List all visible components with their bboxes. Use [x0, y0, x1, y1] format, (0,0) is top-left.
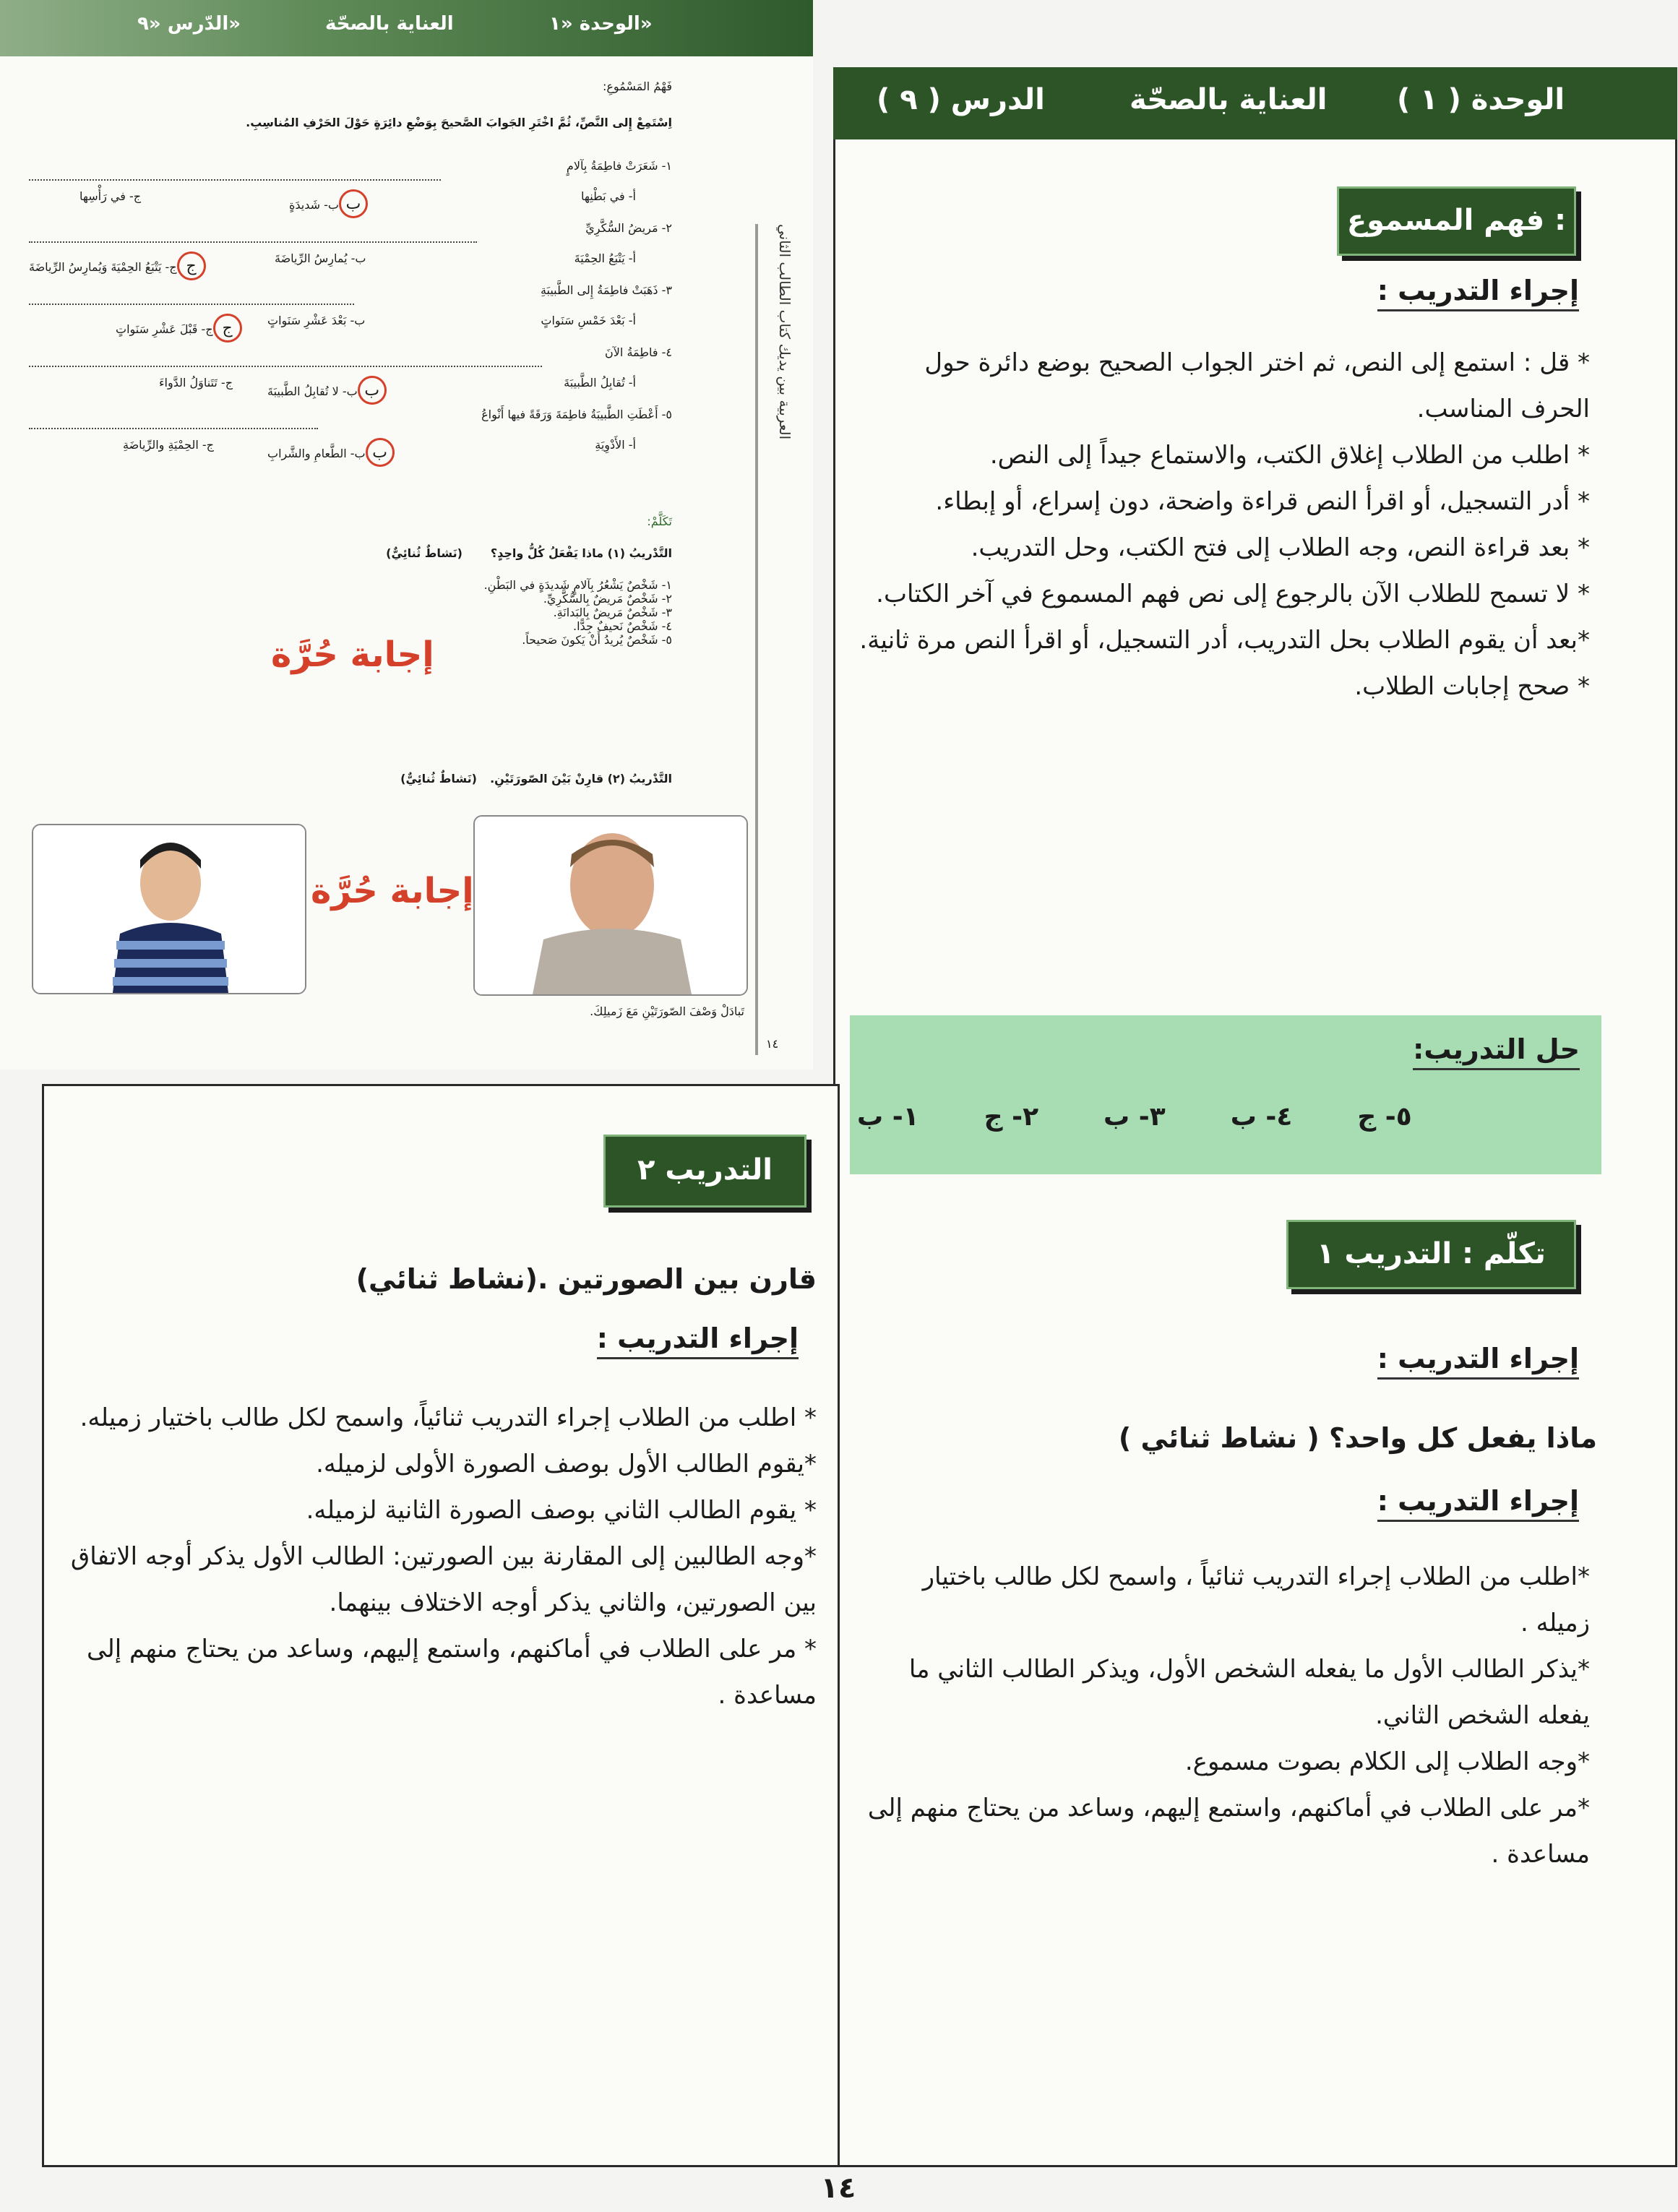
guide-header-unit: الوحدة ( ١ ) — [1397, 83, 1565, 116]
speak-procedure-heading-2: إجراء التدريب : — [1377, 1485, 1579, 1522]
solution-heading: حل التدريب: — [1413, 1033, 1580, 1070]
question-text: ١- شَعَرَتْ فاطِمَةُ بِآلامٍ — [566, 159, 672, 173]
list-item: ٣- شَخْصٌ مَريضٌ بِالبَدانَةِ. — [553, 606, 672, 619]
student-ex2-title: التَّدْريبُ (٢) قارِنْ بَيْنَ الصّورَتَيْنِ. — [490, 772, 672, 786]
list-item: *يقوم الطالب الأول بوصف الصورة الأولى لزميله. — [316, 1450, 817, 1479]
list-item: * صحح إجابات الطلاب. — [1354, 672, 1590, 701]
student-questions — [29, 159, 672, 470]
student-listening-title: فَهْمُ المَسْمُوعِ: — [602, 79, 672, 93]
student-ex1-pair: (نَشاطٌ ثُنائِيٌّ) — [386, 546, 462, 560]
student-book-spine-text: العربية بين يديك كتاب الطالب الثاني — [776, 224, 793, 440]
option-b-selected[interactable]: بب- لا تُقابِلُ الطَّبيبَةَ — [267, 376, 387, 405]
list-item: * بعد قراءة النص، وجه الطلاب إلى فتح الكتب، وحل التدريب. — [971, 533, 1590, 562]
left-procedure-heading-wrap — [564, 1322, 799, 1359]
listening-steps — [853, 340, 1590, 710]
option-c[interactable]: ج- في رَأْسِها — [79, 189, 142, 203]
student-listening-instruction: اِسْتَمِعْ إِلى النَّصِّ، ثُمَّ اخْتَرِ الجَوابَ الصَّحيحَ بِوَضْعِ دائِرَةٍ حَوْلَ الحَرْفِ المُناسِبِ. — [246, 116, 672, 129]
question-text: ٤- فاطِمَةُ الآنَ — [605, 345, 672, 359]
guide-header-lesson: الدرس ( ٩ ) — [877, 83, 1045, 116]
list-item: *وجه الطالبين إلى المقارنة بين الصورتين: الطالب الأول يذكر أوجه الاتفاق بين الصورتين، والثاني يذكر أوجه الاختلاف بينهما. — [70, 1542, 817, 1617]
list-item: *وجه الطلاب إلى الكلام بصوت مسموع. — [1184, 1747, 1590, 1776]
student-header-topic: العناية بالصحّة — [325, 13, 454, 35]
answer-item: ١- ب — [857, 1102, 919, 1132]
student-page-header — [0, 0, 813, 56]
list-item: ١- شَخْصٌ يَشْعُرُ بِآلامٍ شَديدَةٍ في البَطْنِ. — [483, 578, 672, 592]
speak-label-box: تكلّم : التدريب ١ — [1286, 1220, 1576, 1289]
option-a[interactable]: أ- تُقابِلُ الطَّبيبَةَ — [564, 376, 636, 390]
student-caption: تَبادَلْ وَصْفَ الصّورَتَيْنِ مَعَ زَميلِكَ. — [590, 1004, 744, 1018]
option-c-selected[interactable]: جج- قَبْلَ عَشْرِ سَنَواتٍ — [116, 314, 242, 343]
speak-procedure-heading-wrap — [1344, 1343, 1579, 1380]
option-b-selected[interactable]: بب- شَديدَةٍ — [289, 189, 368, 218]
option-a[interactable]: أ- بَعْدَ خَمْسِ سَنَواتٍ — [541, 314, 636, 327]
question-text: ٣- ذَهَبَتْ فاطِمَةُ إِلى الطَّبيبَةِ — [540, 283, 672, 297]
option-a[interactable]: أ- في بَطْنِها — [580, 189, 636, 203]
guide-header — [833, 67, 1677, 139]
list-item: * اطلب من الطلاب إجراء التدريب ثنائياً، واسمح لكل طالب باختيار زميله. — [79, 1403, 817, 1432]
page-number: ١٤ — [820, 2172, 856, 2205]
student-header-lesson: الدّرس «٩» — [137, 13, 241, 35]
vertical-divider — [755, 224, 758, 1055]
free-answer-label: إجابة حُرَّة — [271, 634, 434, 675]
question-title: ماذا يفعل كل واحد؟ — [1328, 1422, 1597, 1454]
photo-boy — [32, 824, 306, 994]
guide-header-topic: العناية بالصحّة — [1130, 83, 1328, 116]
option-c[interactable]: ج- الحِمْيَةِ والرِّياضَةِ — [123, 438, 214, 452]
student-speak-title: تَكَلَّمْ: — [647, 515, 672, 528]
option-b[interactable]: ب- بَعْدَ عَشْرِ سَنَواتٍ — [267, 314, 366, 327]
free-answer-label: إجابة حُرَّة — [311, 871, 474, 911]
answer-circle-icon: ب — [366, 438, 395, 467]
student-ex1-title: التَّدْريبُ (١) ماذا يَفْعَلُ كُلُّ واحِدٍ؟ — [490, 546, 672, 560]
photo-man — [473, 815, 748, 996]
list-item: * يقوم الطالب الثاني بوصف الصورة الثانية لزميله. — [306, 1496, 817, 1525]
exercise2-title: قارن بين الصورتين .(نشاط ثنائي) — [356, 1263, 817, 1295]
question-text: ٢- مَريضُ السُّكَّرِيِّ — [585, 221, 672, 235]
question-options — [29, 434, 672, 470]
exercise2-label-box: التدريب ٢ — [603, 1135, 806, 1208]
question-options — [29, 185, 672, 221]
speak-procedure-heading-wrap-2 — [1344, 1485, 1579, 1522]
list-item: * لا تسمح للطلاب الآن بالرجوع إلى نص فهم المسموع في آخر الكتاب. — [876, 580, 1590, 608]
answer-item: ٣- ب — [1103, 1102, 1166, 1132]
solution-box — [850, 1015, 1601, 1174]
list-item: *اطلب من الطلاب إجراء التدريب ثنائياً ، واسمح لكل طالب باختيار زميله . — [922, 1562, 1590, 1638]
list-item: *يذكر الطالب الأول ما يفعله الشخص الأول، ويذكر الطالب الثاني ما يفعله الشخص الثاني. — [908, 1655, 1590, 1730]
option-b[interactable]: ب- يُمارِسُ الرِّياضَةَ — [275, 251, 366, 265]
option-b-selected[interactable]: بب- الطَّعامِ والشَّرابِ — [267, 438, 395, 467]
pair-activity: ( نشاط ثنائي ) — [1118, 1422, 1320, 1454]
question-options — [29, 309, 672, 345]
solution-answers — [857, 1102, 1580, 1132]
answer-item: ٢- ج — [984, 1102, 1039, 1132]
list-item: ٤- شَخْصٌ نَحيفٌ جِدًّا. — [573, 619, 672, 633]
list-item: * مر على الطلاب في أماكنهم، واستمع إليهم، وساعد من يحتاج منهم إلى مساعدة . — [87, 1635, 817, 1710]
answer-circle-icon: ج — [177, 251, 206, 280]
list-item: *مر على الطلاب في أماكنهم، واستمع إليهم، وساعد من يحتاج منهم إلى مساعدة . — [867, 1794, 1590, 1869]
answer-circle-icon: ب — [339, 189, 368, 218]
list-item: * اطلب من الطلاب إغلاق الكتب، والاستماع جيداً إلى النص. — [989, 441, 1590, 470]
question-options — [29, 371, 672, 408]
answer-item: ٥- ج — [1357, 1102, 1412, 1132]
left-procedure-heading: إجراء التدريب : — [597, 1322, 799, 1359]
list-item: ٥- شَخْصٌ يُريدُ أَنْ يَكونَ صَحيحاً. — [522, 633, 672, 647]
speak-question — [1084, 1422, 1597, 1454]
option-a[interactable]: أ- يَتْبَعُ الحِمْيَةَ — [574, 251, 636, 265]
speak-steps — [867, 1554, 1590, 1877]
option-c-selected[interactable]: جج- يَتْبَعُ الحِمْيَةَ وَيُمارِسُ الرِّياضَةَ — [29, 251, 206, 280]
listening-label-box: فهم المسموع : — [1337, 186, 1576, 256]
speak-procedure-heading: إجراء التدريب : — [1377, 1343, 1579, 1380]
answer-circle-icon: ب — [358, 376, 387, 405]
list-item: * أدر التسجيل، أو اقرأ النص قراءة واضحة، دون إسراع، أو إبطاء. — [935, 487, 1590, 516]
question-text: ٥- أَعْطَتِ الطَّبيبَةُ فاطِمَةَ وَرَقَةً فيها أَنْواعُ — [481, 408, 672, 421]
option-a[interactable]: أ- الأَدْوِيَةِ — [595, 438, 636, 452]
student-ex2-pair: (نَشاطٌ ثُنائِيٌّ) — [400, 772, 477, 786]
list-item: *بعد أن يقوم الطلاب بحل التدريب، أدر التسجيل، أو اقرأ النص مرة ثانية. — [859, 626, 1590, 655]
list-item: * قل : استمع إلى النص، ثم اختر الجواب الصحيح بوضع دائرة حول الحرف المناسب. — [924, 348, 1590, 423]
procedure-heading: إجراء التدريب : — [1377, 275, 1579, 311]
answer-circle-icon: ج — [213, 314, 242, 343]
answer-item: ٤- ب — [1230, 1102, 1293, 1132]
solution-heading-wrap — [1413, 1033, 1580, 1070]
question-options — [29, 247, 672, 283]
student-header-unit: الوحدة «١» — [549, 13, 653, 35]
student-page-number: ١٤ — [766, 1037, 779, 1051]
exercise2-steps — [65, 1395, 817, 1718]
procedure-heading-wrap — [1344, 275, 1579, 311]
list-item: ٢- شَخْصٌ مَريضٌ بِالسُّكَّرِيِّ. — [543, 592, 672, 606]
option-c[interactable]: ج- تَتَناوَلُ الدَّواءَ — [159, 376, 233, 390]
